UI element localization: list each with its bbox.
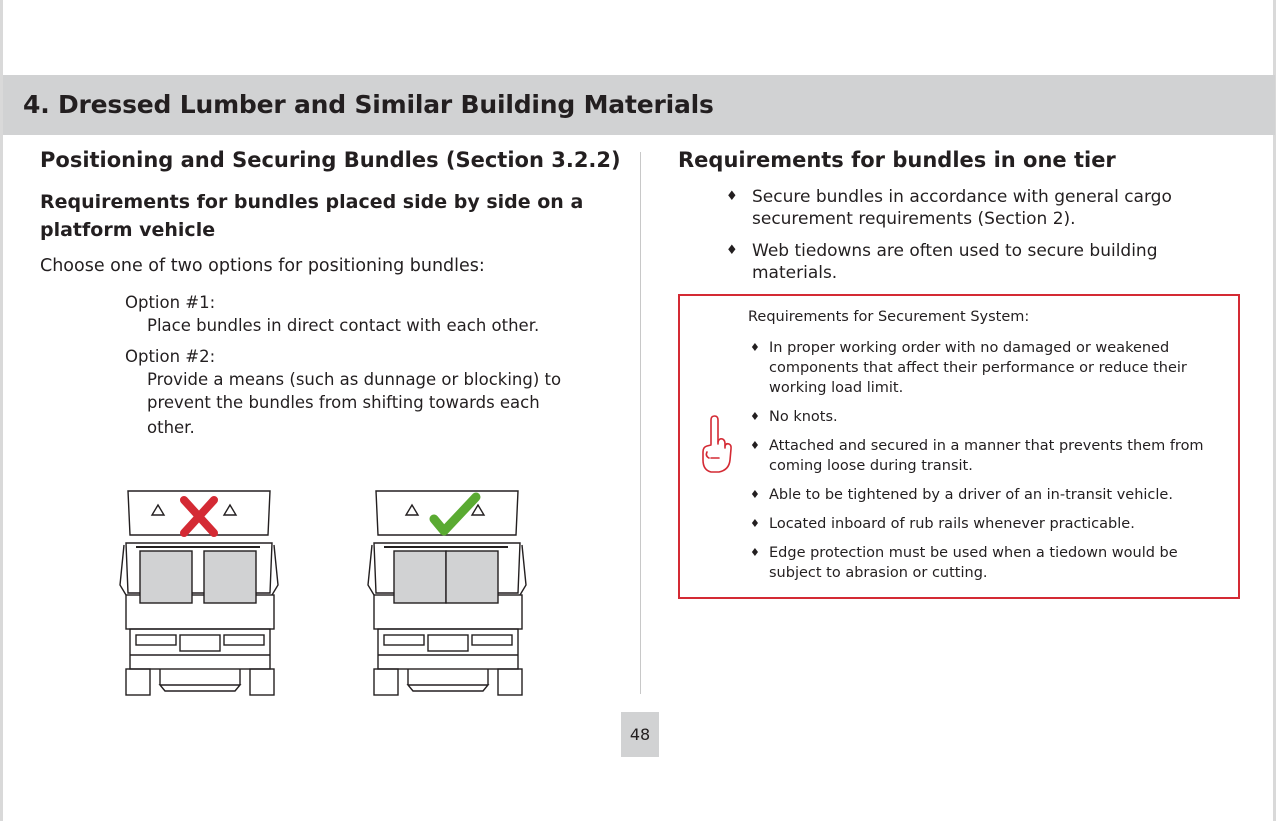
- list-item: ♦ Attached and secured in a manner that prevents them from coming loose during transit.: [750, 438, 1204, 474]
- list-item: ♦ Able to be tightened by a driver of an in-transit vehicle.: [750, 487, 1173, 503]
- truck-illustration-correct: [368, 485, 528, 700]
- check-mark-icon: [434, 497, 476, 531]
- list-item: ♦ Located inboard of rub rails whenever practicable.: [750, 516, 1135, 532]
- chapter-title: 4. Dressed Lumber and Similar Building Materials: [23, 90, 714, 119]
- option2-text-line3: other.: [147, 418, 195, 437]
- option1-text: Place bundles in direct contact with each other.: [147, 316, 540, 335]
- diamond-bullet-icon: ♦: [750, 410, 760, 423]
- list-item: ♦ Secure bundles in accordance with general cargo securement requirements (Section 2).: [726, 187, 1172, 229]
- option2-label: Option #2:: [125, 347, 216, 366]
- right-title: Requirements for bundles in one tier: [678, 148, 1116, 172]
- diamond-bullet-icon: ♦: [726, 243, 738, 258]
- diamond-bullet-icon: ♦: [750, 488, 760, 501]
- list-item: ♦ No knots.: [750, 409, 838, 425]
- subheading: Requirements for bundles placed side by side on a platform vehicle: [40, 191, 584, 241]
- list-item: ♦ Web tiedowns are often used to secure building materials.: [726, 241, 1158, 283]
- option1-label: Option #1:: [125, 293, 216, 312]
- list-item: ♦ Edge protection must be used when a tiedown would be subject to abrasion or cutting.: [750, 545, 1178, 581]
- requirements-list: [750, 338, 1240, 583]
- section-title: Positioning and Securing Bundles (Section 3.2.2): [40, 148, 621, 172]
- diamond-bullet-icon: ♦: [750, 546, 760, 559]
- diamond-bullet-icon: ♦: [726, 189, 738, 204]
- chapter-banner: [3, 75, 1275, 135]
- page-number: 48: [621, 712, 659, 757]
- intro-text: Choose one of two options for positioning bundles:: [40, 256, 485, 276]
- truck-illustration-incorrect: [120, 485, 280, 700]
- option2-text-line1: Provide a means (such as dunnage or blocking) to: [147, 370, 562, 389]
- diamond-bullet-icon: ♦: [750, 517, 760, 530]
- diamond-bullet-icon: ♦: [750, 341, 760, 354]
- option2-text-line2: prevent the bundles from shifting towards each: [147, 393, 540, 412]
- list-item: ♦ In proper working order with no damaged or weakened components that affect their performance or reduce their working load limit.: [750, 340, 1187, 396]
- column-divider: [640, 152, 641, 694]
- requirements-title: Requirements for Securement System:: [748, 309, 1030, 325]
- x-mark-icon: [184, 500, 214, 533]
- right-bullet-list: [726, 186, 1246, 284]
- diamond-bullet-icon: ♦: [750, 439, 760, 452]
- pointing-hand-icon: [699, 414, 733, 476]
